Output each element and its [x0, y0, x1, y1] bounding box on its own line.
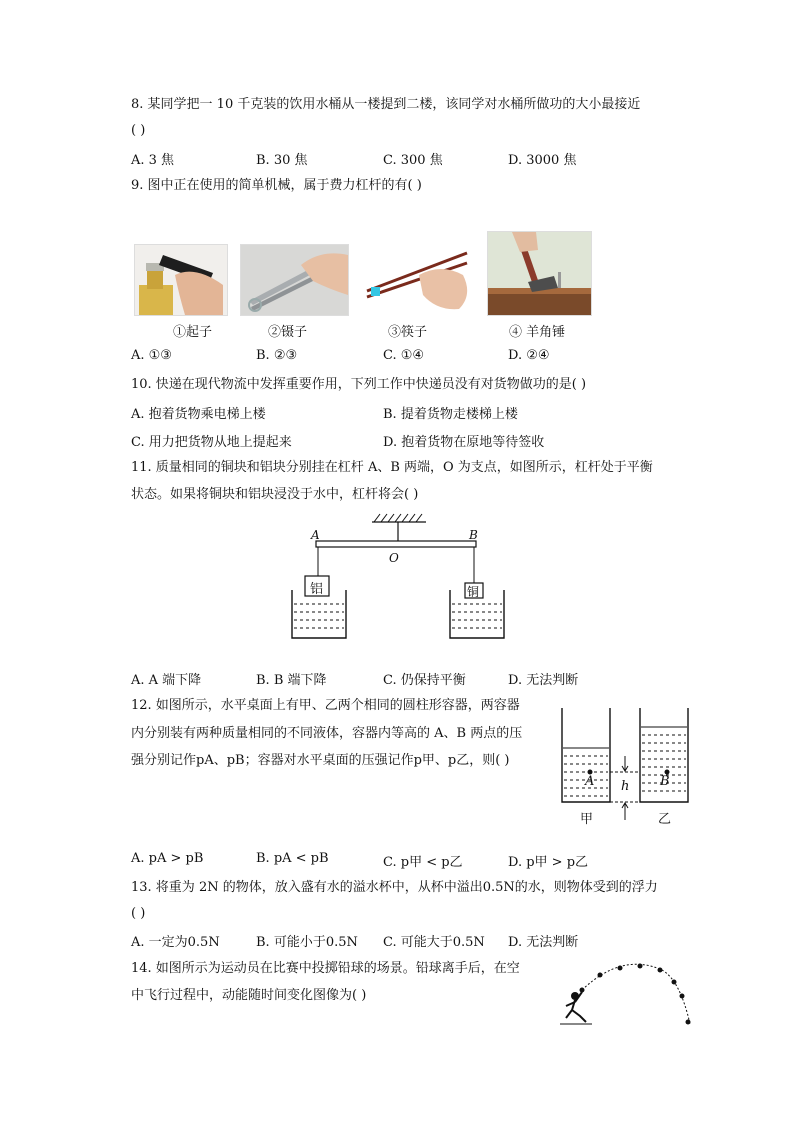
lever-label-b: B [469, 528, 478, 542]
q12-option-b[interactable]: B. pA < pB [256, 851, 329, 866]
q8-option-c[interactable]: C. 300 焦 [383, 153, 443, 168]
q13-stem-line1: 13. 将重为 2N 的物体，放入盛有水的溢水杯中，从杯中溢出0.5N的水，则物体受到的浮力 [131, 880, 658, 895]
q9-option-a[interactable]: A. ①③ [131, 348, 172, 363]
caption-tweezers: ②镊子 [268, 325, 308, 340]
height-h-label: h [621, 779, 630, 794]
q14-stem-line1: 14. 如图所示为运动员在比赛中投掷铅球的场景。铅球离手后，在空 [131, 961, 520, 976]
point-a-label: A [585, 774, 595, 789]
copper-block-label: 铜 [467, 585, 480, 599]
q9-option-b[interactable]: B. ②③ [256, 348, 298, 363]
q11-option-d[interactable]: D. 无法判断 [508, 673, 579, 688]
q10-option-d[interactable]: D. 抱着货物在原地等待签收 [383, 435, 545, 450]
q13-stem-line2: ( ) [131, 906, 146, 921]
q12-stem-line2: 内分别装有两种质量相同的不同液体，容器内等高的 A、B 两点的压 [131, 726, 523, 741]
q9-option-d[interactable]: D. ②④ [508, 348, 550, 363]
lever-label-o: O [389, 551, 399, 565]
q8-stem-line1: 8. 某同学把一 10 千克装的饮用水桶从一楼提到二楼，该同学对水桶所做功的大小最接近 [131, 97, 641, 112]
q12-option-a[interactable]: A. pA > pB [131, 851, 204, 866]
q11-stem-line2: 状态。如果将铜块和铝块浸没于水中，杠杆将会( ) [131, 487, 419, 502]
lever-label-a: A [311, 528, 320, 542]
q10-stem: 10. 快递在现代物流中发挥重要作用，下列工作中快递员没有对货物做功的是( ) [131, 377, 587, 392]
q8-option-b[interactable]: B. 30 焦 [256, 153, 308, 168]
container-yi-label: 乙 [658, 812, 672, 827]
q13-option-a[interactable]: A. 一定为0.5N [131, 935, 220, 950]
q11-option-b[interactable]: B. B 端下降 [256, 673, 327, 688]
aluminum-block-label: 铝 [310, 582, 324, 597]
q8-option-a[interactable]: A. 3 焦 [131, 153, 175, 168]
point-b-label: B [660, 774, 670, 789]
q9-option-c[interactable]: C. ①④ [383, 348, 425, 363]
q11-option-c[interactable]: C. 仍保持平衡 [383, 673, 466, 688]
q12-option-d[interactable]: D. p甲 > p乙 [508, 855, 589, 870]
container-jia-label: 甲 [580, 812, 594, 827]
q13-option-c[interactable]: C. 可能大于0.5N [383, 935, 485, 950]
q12-option-c[interactable]: C. p甲 < p乙 [383, 855, 463, 870]
q9-stem: 9. 图中正在使用的简单机械，属于费力杠杆的有( ) [131, 178, 422, 193]
q10-option-a[interactable]: A. 抱着货物乘电梯上楼 [131, 407, 266, 422]
q12-stem-line3: 强分别记作pA、pB；容器对水平桌面的压强记作p甲、p乙，则( ) [131, 753, 510, 768]
q12-stem-line1: 12. 如图所示，水平桌面上有甲、乙两个相同的圆柱形容器，两容器 [131, 698, 520, 713]
q11-option-a[interactable]: A. A 端下降 [131, 673, 202, 688]
q10-option-b[interactable]: B. 提着货物走楼梯上楼 [383, 407, 518, 422]
q8-option-d[interactable]: D. 3000 焦 [508, 153, 577, 168]
q10-option-c[interactable]: C. 用力把货物从地上提起来 [131, 435, 292, 450]
caption-chopsticks: ③筷子 [388, 325, 428, 340]
caption-opener: ①起子 [173, 325, 213, 340]
q14-stem-line2: 中飞行过程中，动能随时间变化图像为( ) [131, 988, 367, 1003]
caption-hammer: ④ 羊角锤 [509, 325, 566, 340]
q13-option-b[interactable]: B. 可能小于0.5N [256, 935, 358, 950]
q8-stem-line2: ( ) [131, 123, 146, 138]
q11-stem-line1: 11. 质量相同的铜块和铝块分别挂在杠杆 A、B 两端，O 为支点，如图所示，杠杆处于平衡 [131, 460, 653, 475]
q13-option-d[interactable]: D. 无法判断 [508, 935, 579, 950]
